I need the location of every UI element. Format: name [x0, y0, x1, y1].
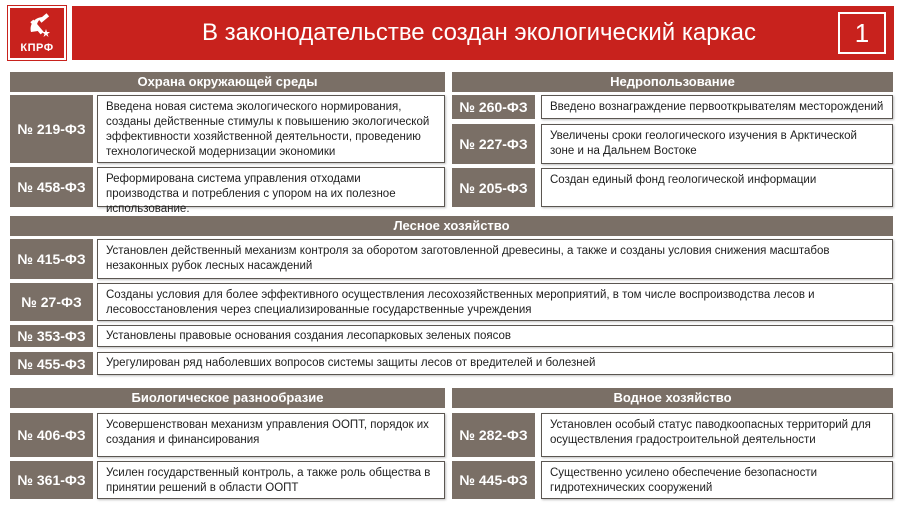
- logo-text: КПРФ: [20, 42, 54, 54]
- law-number: № 227-ФЗ: [452, 124, 535, 164]
- section-water: Водное хозяйство: [452, 388, 893, 408]
- law-number: № 415-ФЗ: [10, 239, 93, 279]
- law-description: Создан единый фонд геологической информации: [541, 168, 893, 207]
- law-description: Установлены правовые основания создания лесопарковых зеленых поясов: [97, 325, 893, 347]
- section-subsoil: Недропользование: [452, 72, 893, 92]
- law-number: № 27-ФЗ: [10, 283, 93, 321]
- law-number: № 445-ФЗ: [452, 461, 535, 499]
- law-number: № 361-ФЗ: [10, 461, 93, 499]
- law-description: Созданы условия для более эффективного осуществления лесохозяйственных мероприятий, в том числе воспроизводства лесов и лесовосстановления через специализированные государственные учреждения: [97, 283, 893, 321]
- law-description: Реформирована система управления отходами производства и потребления с упором на их полезное использование.: [97, 167, 445, 207]
- law-number: № 353-ФЗ: [10, 325, 93, 347]
- section-forestry: Лесное хозяйство: [10, 216, 893, 236]
- law-description: Усилен государственный контроль, а также роль общества в принятии решений в области ООПТ: [97, 461, 445, 499]
- law-number: № 219-ФЗ: [10, 95, 93, 163]
- law-number: № 406-ФЗ: [10, 413, 93, 457]
- law-description: Введено вознаграждение первооткрывателям месторождений: [541, 95, 893, 119]
- kprf-logo: [8, 6, 66, 60]
- law-description: Существенно усилено обеспечение безопасности гидротехнических сооружений: [541, 461, 893, 499]
- law-number: № 282-ФЗ: [452, 413, 535, 457]
- slide-title: В законодательстве создан экологический каркас: [202, 19, 756, 46]
- law-number: № 458-ФЗ: [10, 167, 93, 207]
- law-description: Установлен действенный механизм контроля за оборотом заготовленной древесины, а также и созданы условия снижения масштабов незаконных рубок лесных насаждений: [97, 239, 893, 279]
- law-number: № 455-ФЗ: [10, 352, 93, 375]
- law-description: Урегулирован ряд наболевших вопросов системы защиты лесов от вредителей и болезней: [97, 352, 893, 375]
- page-number: 1: [838, 12, 886, 54]
- law-number: № 260-ФЗ: [452, 95, 535, 119]
- section-biodiversity: Биологическое разнообразие: [10, 388, 445, 408]
- hammer-and-sickle-icon: [25, 12, 53, 40]
- law-description: Введена новая система экологического нормирования, созданы действенные стимулы к повышению экологической эффективности хозяйственной деятельности, проведению технологической модернизации экономики: [97, 95, 445, 163]
- section-environment: Охрана окружающей среды: [10, 72, 445, 92]
- slide-header: [0, 0, 900, 62]
- title-bar: [72, 6, 894, 60]
- law-description: Усовершенствован механизм управления ООПТ, порядок их создания и финансирования: [97, 413, 445, 457]
- law-description: Установлен особый статус паводкоопасных территорий для осуществления градостроительной деятельности: [541, 413, 893, 457]
- law-number: № 205-ФЗ: [452, 168, 535, 207]
- law-description: Увеличены сроки геологического изучения в Арктической зоне и на Дальнем Востоке: [541, 124, 893, 164]
